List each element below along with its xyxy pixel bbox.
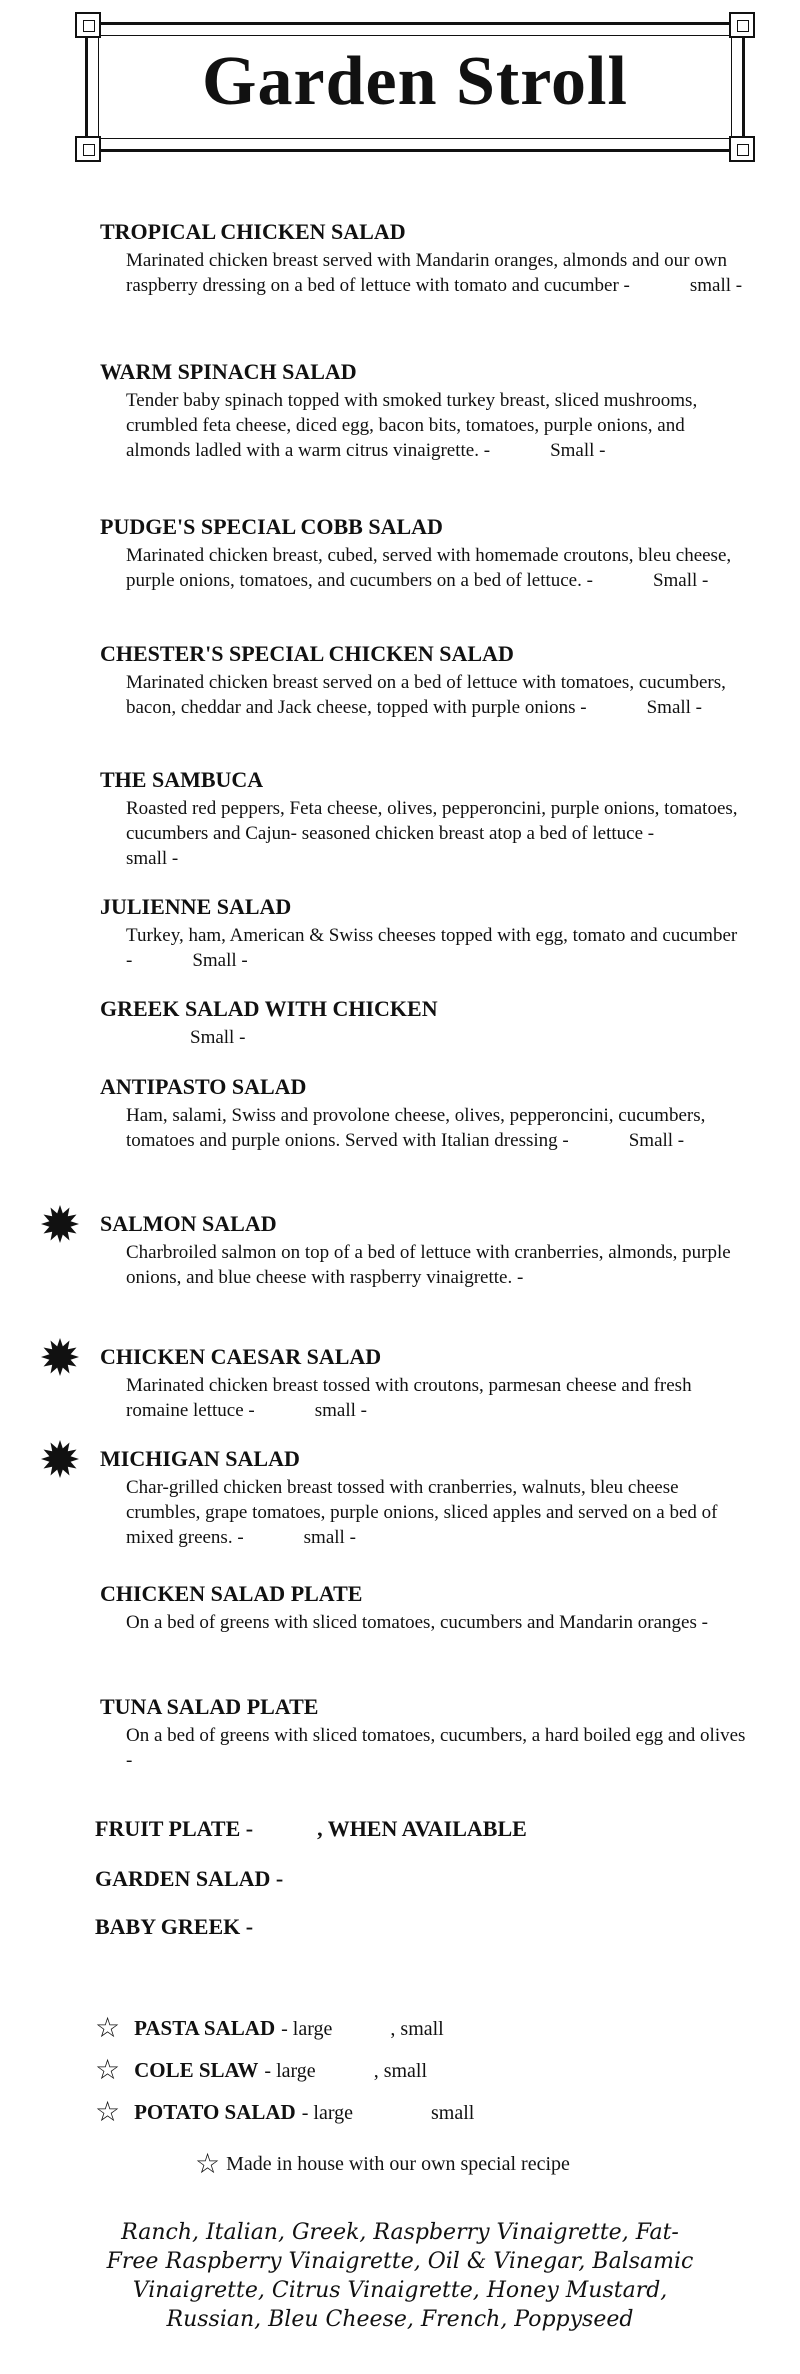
menu-item-description-text: Ham, salami, Swiss and provolone cheese, olives, pepperoncini, cucumbers, tomatoes and purple onions. Served with Italian dressing -: [126, 1105, 706, 1151]
menu-item-name: JULIENNE SALAD: [100, 894, 292, 919]
simple-item-name: BABY GREEK -: [95, 1914, 254, 1939]
simple-menu-item: [95, 1815, 527, 1843]
frame-corner-ornament: [75, 136, 101, 162]
menu-item-description-text: Marinated chicken breast, cubed, served with homemade croutons, bleu cheese, purple onions, tomatoes, and cucumbers on a bed of lettuce. -: [126, 545, 732, 591]
side-item-name: PASTA SALAD: [134, 2016, 276, 2040]
dressing-list: Ranch, Italian, Greek, Raspberry Vinaigrette, Fat-Free Raspberry Vinaigrette, Oil & Vinegar, Balsamic Vinaigrette, Citrus Vinaigrette, Honey Mustard, Russian, Bleu Cheese, French, Poppyseed: [106, 2220, 694, 2332]
menu-item-name: GREEK SALAD WITH CHICKEN: [100, 996, 438, 1021]
menu-item-description-text: Char-grilled chicken breast tossed with cranberries, walnuts, bleu cheese crumbles, grape tomatoes, purple onions, sliced apples and served on a bed of mixed greens. -: [126, 1477, 718, 1548]
small-size-label: , small: [373, 2060, 428, 2082]
menu-item-description-text: Charbroiled salmon on top of a bed of lettuce with cranberries, almonds, purple onions, and blue cheese with raspberry vinaigrette. -: [126, 1242, 731, 1288]
new-starburst-icon: [40, 1204, 80, 1244]
side-item-name: COLE SLAW: [134, 2058, 259, 2082]
side-item: [95, 2098, 474, 2127]
menu-item: [100, 1210, 740, 1290]
menu-item-description: [126, 796, 746, 871]
star-outline-icon: ☆: [95, 2055, 121, 2086]
menu-item-name: CHESTER'S SPECIAL CHICKEN SALAD: [100, 641, 514, 666]
menu-item-name: CHICKEN SALAD PLATE: [100, 1581, 363, 1606]
small-size-label: small -: [126, 848, 179, 869]
menu-item-description: [126, 923, 746, 973]
small-size-label: small -: [689, 275, 743, 296]
menu-item: [100, 1343, 740, 1423]
menu-item-description: [126, 1240, 746, 1290]
menu-item-description: [126, 1610, 746, 1660]
side-item-name: POTATO SALAD: [134, 2100, 296, 2124]
menu-item-description: [126, 543, 746, 593]
menu-item-description-text: On a bed of greens with sliced tomatoes, cucumbers and Mandarin oranges -: [126, 1612, 708, 1633]
menu-item-name: CHICKEN CAESAR SALAD: [100, 1344, 382, 1369]
menu-item-description: [126, 1373, 746, 1423]
menu-item-description-text: Roasted red peppers, Feta cheese, olives, pepperoncini, purple onions, tomatoes, cucumbers and Cajun- seasoned chicken breast atop a bed of lettuce -: [126, 798, 738, 844]
menu-item: [100, 1445, 740, 1550]
small-size-label: , small: [390, 2018, 444, 2040]
star-outline-icon: ☆: [195, 2149, 221, 2180]
menu-item: [100, 1580, 740, 1660]
menu-item: [100, 766, 740, 871]
house-note: [195, 2150, 570, 2179]
menu-item: [100, 893, 740, 973]
new-starburst-icon: [40, 1337, 80, 1377]
menu-item-description-text: On a bed of greens with sliced tomatoes, cucumbers, a hard boiled egg and olives -: [126, 1725, 746, 1771]
frame-corner-ornament: [75, 12, 101, 38]
menu-item-description: [126, 248, 746, 298]
small-size-label: Small -: [652, 570, 709, 591]
frame-corner-ornament: [729, 136, 755, 162]
small-size-label: small -: [303, 1527, 356, 1548]
title-frame: [85, 22, 745, 152]
menu-item-name: THE SAMBUCA: [100, 767, 264, 792]
side-item: [95, 2014, 444, 2043]
menu-item-description: [126, 388, 746, 463]
menu-item: [100, 995, 740, 1050]
menu-item: [100, 513, 740, 593]
small-size-label: Small -: [550, 440, 606, 461]
menu-item: [100, 358, 740, 463]
small-size-label: Small -: [190, 1027, 246, 1048]
small-size-label: small -: [314, 1400, 367, 1421]
small-size-label: small: [431, 2102, 475, 2124]
menu-item-name: MICHIGAN SALAD: [100, 1446, 300, 1471]
star-outline-icon: ☆: [95, 2097, 121, 2128]
menu-item-name: SALMON SALAD: [100, 1211, 277, 1236]
menu-item-name: ANTIPASTO SALAD: [100, 1074, 307, 1099]
large-size-label: - large: [301, 2102, 354, 2124]
simple-item-name: GARDEN SALAD -: [95, 1866, 284, 1891]
menu-item: [100, 1073, 740, 1153]
side-item: [95, 2056, 427, 2085]
menu-item-name: TROPICAL CHICKEN SALAD: [100, 219, 406, 244]
large-size-label: - large: [281, 2018, 333, 2040]
menu-item-description: [126, 1103, 746, 1153]
menu-item: [100, 1693, 746, 1773]
menu-item-name: TUNA SALAD PLATE: [100, 1694, 319, 1719]
simple-item-name: FRUIT PLATE -: [95, 1816, 254, 1841]
menu-item: [100, 218, 743, 298]
simple-menu-item: [95, 1913, 253, 1941]
menu-item-description-text: Marinated chicken breast tossed with croutons, parmesan cheese and fresh romaine lettuce -: [126, 1375, 692, 1421]
menu-item-description-text: Marinated chicken breast served on a bed of lettuce with tomatoes, cucumbers, bacon, cheddar and Jack cheese, topped with purple onions -: [126, 672, 726, 718]
house-note-text: Made in house with our own special recipe: [226, 2153, 570, 2175]
menu-item-description-text: Tender baby spinach topped with smoked turkey breast, sliced mushrooms, crumbled feta cheese, diced egg, bacon bits, tomatoes, purple onions, and almonds ladled with a warm citrus vinaigrette. -: [126, 390, 698, 461]
large-size-label: - large: [264, 2060, 316, 2082]
menu-item-name: PUDGE'S SPECIAL COBB SALAD: [100, 514, 443, 539]
menu-item-description-text: Turkey, ham, American & Swiss cheeses topped with egg, tomato and cucumber -: [126, 925, 738, 971]
simple-menu-item: [95, 1865, 283, 1893]
menu-item-description: [126, 1723, 746, 1773]
frame-corner-ornament: [729, 12, 755, 38]
menu-item-description: [190, 1025, 800, 1050]
menu-item-description: [126, 1475, 746, 1550]
small-size-label: Small -: [192, 950, 248, 971]
small-size-label: Small -: [646, 697, 703, 718]
new-starburst-icon: [40, 1439, 80, 1479]
simple-item-suffix: , WHEN AVAILABLE: [317, 1816, 527, 1841]
menu-item-description: [126, 670, 746, 720]
menu-item-name: WARM SPINACH SALAD: [100, 359, 357, 384]
menu-item-description-text: Marinated chicken breast served with Mandarin oranges, almonds and our own raspberry dressing on a bed of lettuce with tomato and cucumber -: [126, 250, 727, 296]
page-title: Garden Stroll: [202, 43, 628, 120]
star-outline-icon: ☆: [95, 2013, 121, 2044]
small-size-label: Small -: [628, 1130, 685, 1151]
menu-item: [100, 640, 740, 720]
